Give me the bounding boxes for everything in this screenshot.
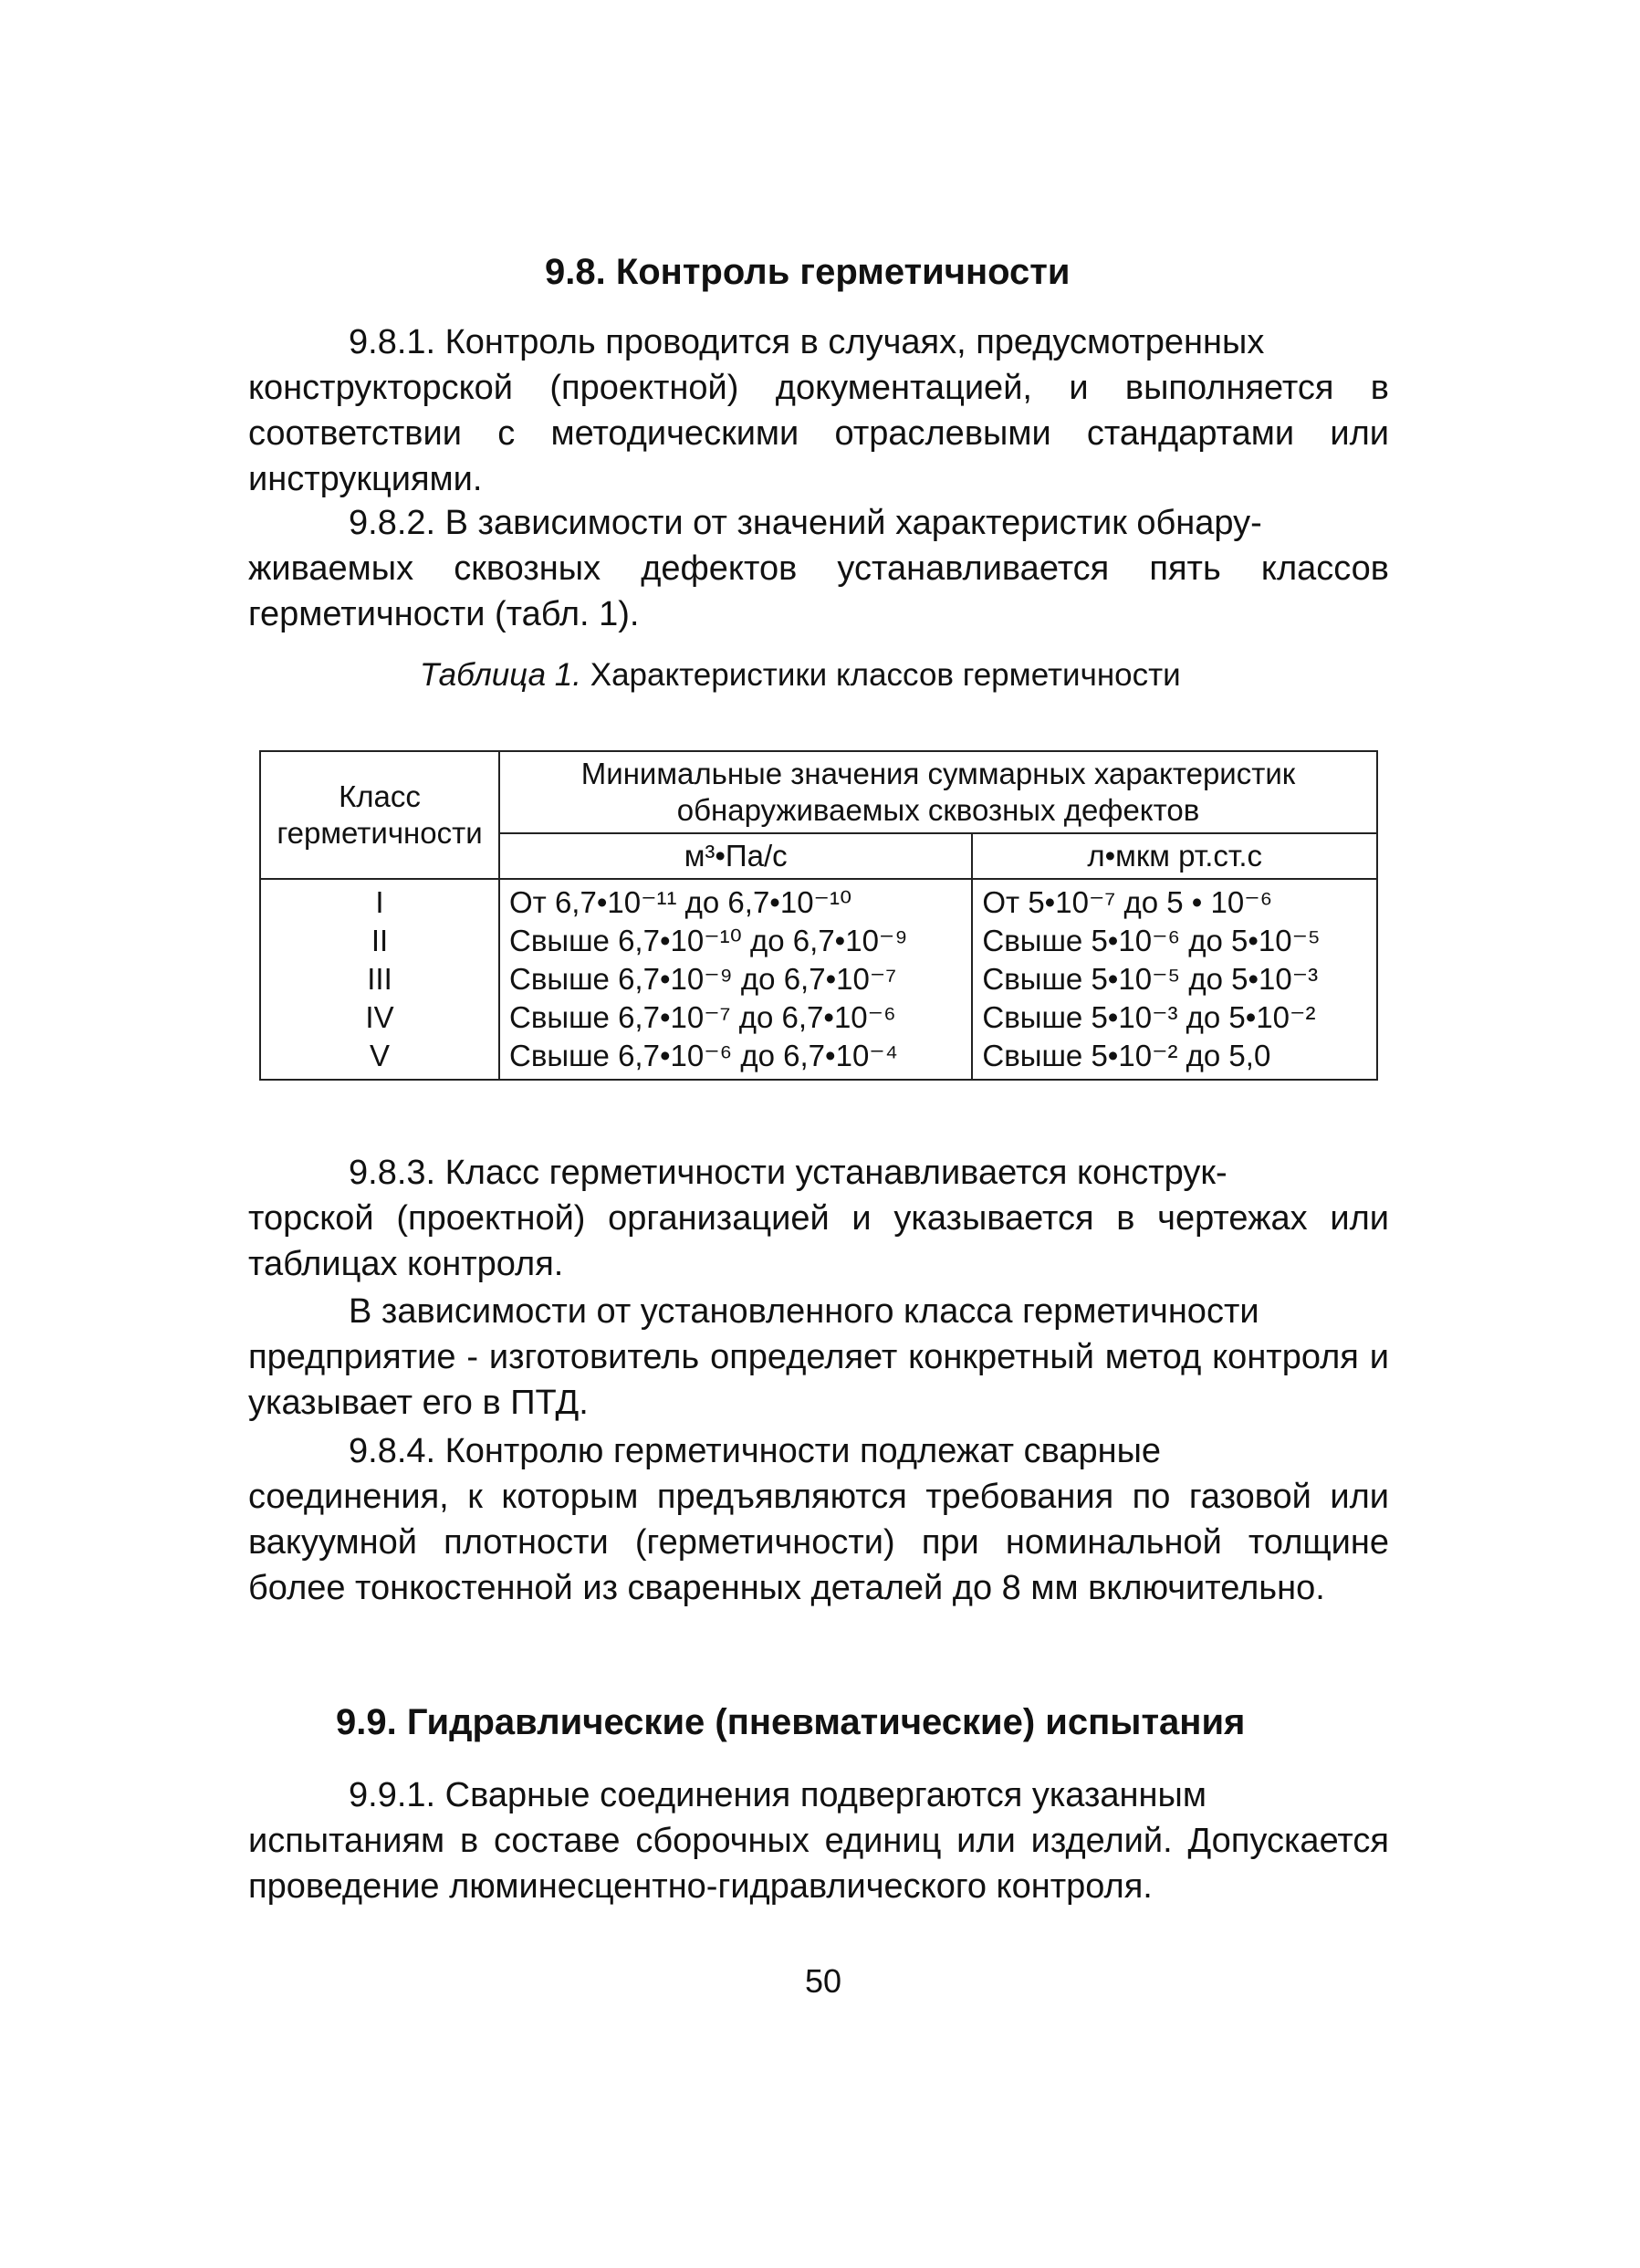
tightness-classes-table bbox=[259, 750, 1378, 1081]
paragraph-rest: предприятие - изготовитель определяет конкретный метод контроля и указывает его в ПТД. bbox=[248, 1338, 1389, 1422]
header-min-values: Минимальные значения суммарных характеристик обнаруживаемых сквозных дефектов bbox=[499, 751, 1377, 833]
class-cell: IV bbox=[365, 1000, 394, 1034]
pa-values-column bbox=[499, 879, 972, 1080]
header-class: Класс герметичности bbox=[260, 751, 499, 879]
hg-value-cell: Свыше 5•10⁻³ до 5•10⁻² bbox=[982, 1000, 1316, 1034]
paragraph-rest: испытаниям в составе сборочных единиц или изделий. Допускается проведение люминесцентно-гидравлического контроля. bbox=[248, 1822, 1389, 1906]
pa-value-cell: Свыше 6,7•10⁻⁶ до 6,7•10⁻⁴ bbox=[509, 1039, 898, 1072]
paragraph-9-8-3 bbox=[248, 1150, 1389, 1287]
pa-value-cell: Свыше 6,7•10⁻¹⁰ до 6,7•10⁻⁹ bbox=[509, 924, 908, 957]
paragraph-9-8-4 bbox=[248, 1428, 1389, 1611]
hg-values-column bbox=[972, 879, 1377, 1080]
paragraph-first-line: В зависимости от установленного класса герметичности bbox=[349, 1292, 1259, 1331]
paragraph-first-line: 9.9.1. Сварные соединения подвергаются указанным bbox=[349, 1776, 1206, 1814]
table-body-row bbox=[260, 879, 1377, 1080]
paragraph-9-9-1 bbox=[248, 1772, 1389, 1909]
hg-value-cell: Свыше 5•10⁻² до 5,0 bbox=[982, 1039, 1271, 1072]
paragraph-rest: соединения, к которым предъявляются требования по газовой или вакуумной плотности (герметичности) при номинальной толщине более тонкостенной из сваренных деталей до 8 мм включительно. bbox=[248, 1478, 1389, 1607]
table-caption-text: Характеристики классов герметичности bbox=[590, 657, 1181, 693]
class-cell: I bbox=[375, 885, 384, 919]
header-unit-2: л•мкм рт.ст.с bbox=[972, 833, 1377, 879]
paragraph-9-8-2 bbox=[248, 500, 1389, 637]
section-9-9-title: 9.9. Гидравлические (пневматические) испытания bbox=[336, 1702, 1246, 1742]
class-column bbox=[260, 879, 499, 1080]
table-caption bbox=[420, 655, 1181, 695]
class-cell: V bbox=[369, 1039, 390, 1072]
pa-value-cell: Свыше 6,7•10⁻⁷ до 6,7•10⁻⁶ bbox=[509, 1000, 896, 1034]
header-unit-1: м³•Па/с bbox=[499, 833, 972, 879]
pa-value-cell: От 6,7•10⁻¹¹ до 6,7•10⁻¹⁰ bbox=[509, 885, 852, 919]
paragraph-9-8-1 bbox=[248, 319, 1389, 502]
pa-value-cell: Свыше 6,7•10⁻⁹ до 6,7•10⁻⁷ bbox=[509, 962, 897, 996]
hg-value-cell: Свыше 5•10⁻⁶ до 5•10⁻⁵ bbox=[982, 924, 1321, 957]
paragraph-first-line: 9.8.4. Контролю герметичности подлежат сварные bbox=[349, 1432, 1162, 1470]
paragraph-first-line: 9.8.2. В зависимости от значений характеристик обнару- bbox=[349, 504, 1262, 542]
table-header-row bbox=[260, 751, 1377, 833]
paragraph-rest: торской (проектной) организацией и указывается в чертежах или таблицах контроля. bbox=[248, 1199, 1389, 1283]
table-caption-label: Таблица 1. bbox=[420, 657, 581, 693]
paragraph-rest: конструкторской (проектной) документацией, и выполняется в соответствии с методическими отраслевыми стандартами или инструкциями. bbox=[248, 369, 1389, 498]
page-number: 50 bbox=[805, 1962, 842, 2000]
hg-value-cell: Свыше 5•10⁻⁵ до 5•10⁻³ bbox=[982, 962, 1319, 996]
paragraph-first-line: 9.8.1. Контроль проводится в случаях, предусмотренных bbox=[349, 323, 1265, 361]
paragraph-rest: живаемых сквозных дефектов устанавливается пять классов герметичности (табл. 1). bbox=[248, 549, 1389, 633]
section-9-8-title: 9.8. Контроль герметичности bbox=[545, 252, 1071, 292]
paragraph-class-dependence bbox=[248, 1289, 1389, 1426]
hg-value-cell: От 5•10⁻⁷ до 5 • 10⁻⁶ bbox=[982, 885, 1273, 919]
class-cell: II bbox=[371, 924, 389, 957]
paragraph-first-line: 9.8.3. Класс герметичности устанавливается конструк- bbox=[349, 1154, 1227, 1192]
class-cell: III bbox=[367, 962, 392, 996]
